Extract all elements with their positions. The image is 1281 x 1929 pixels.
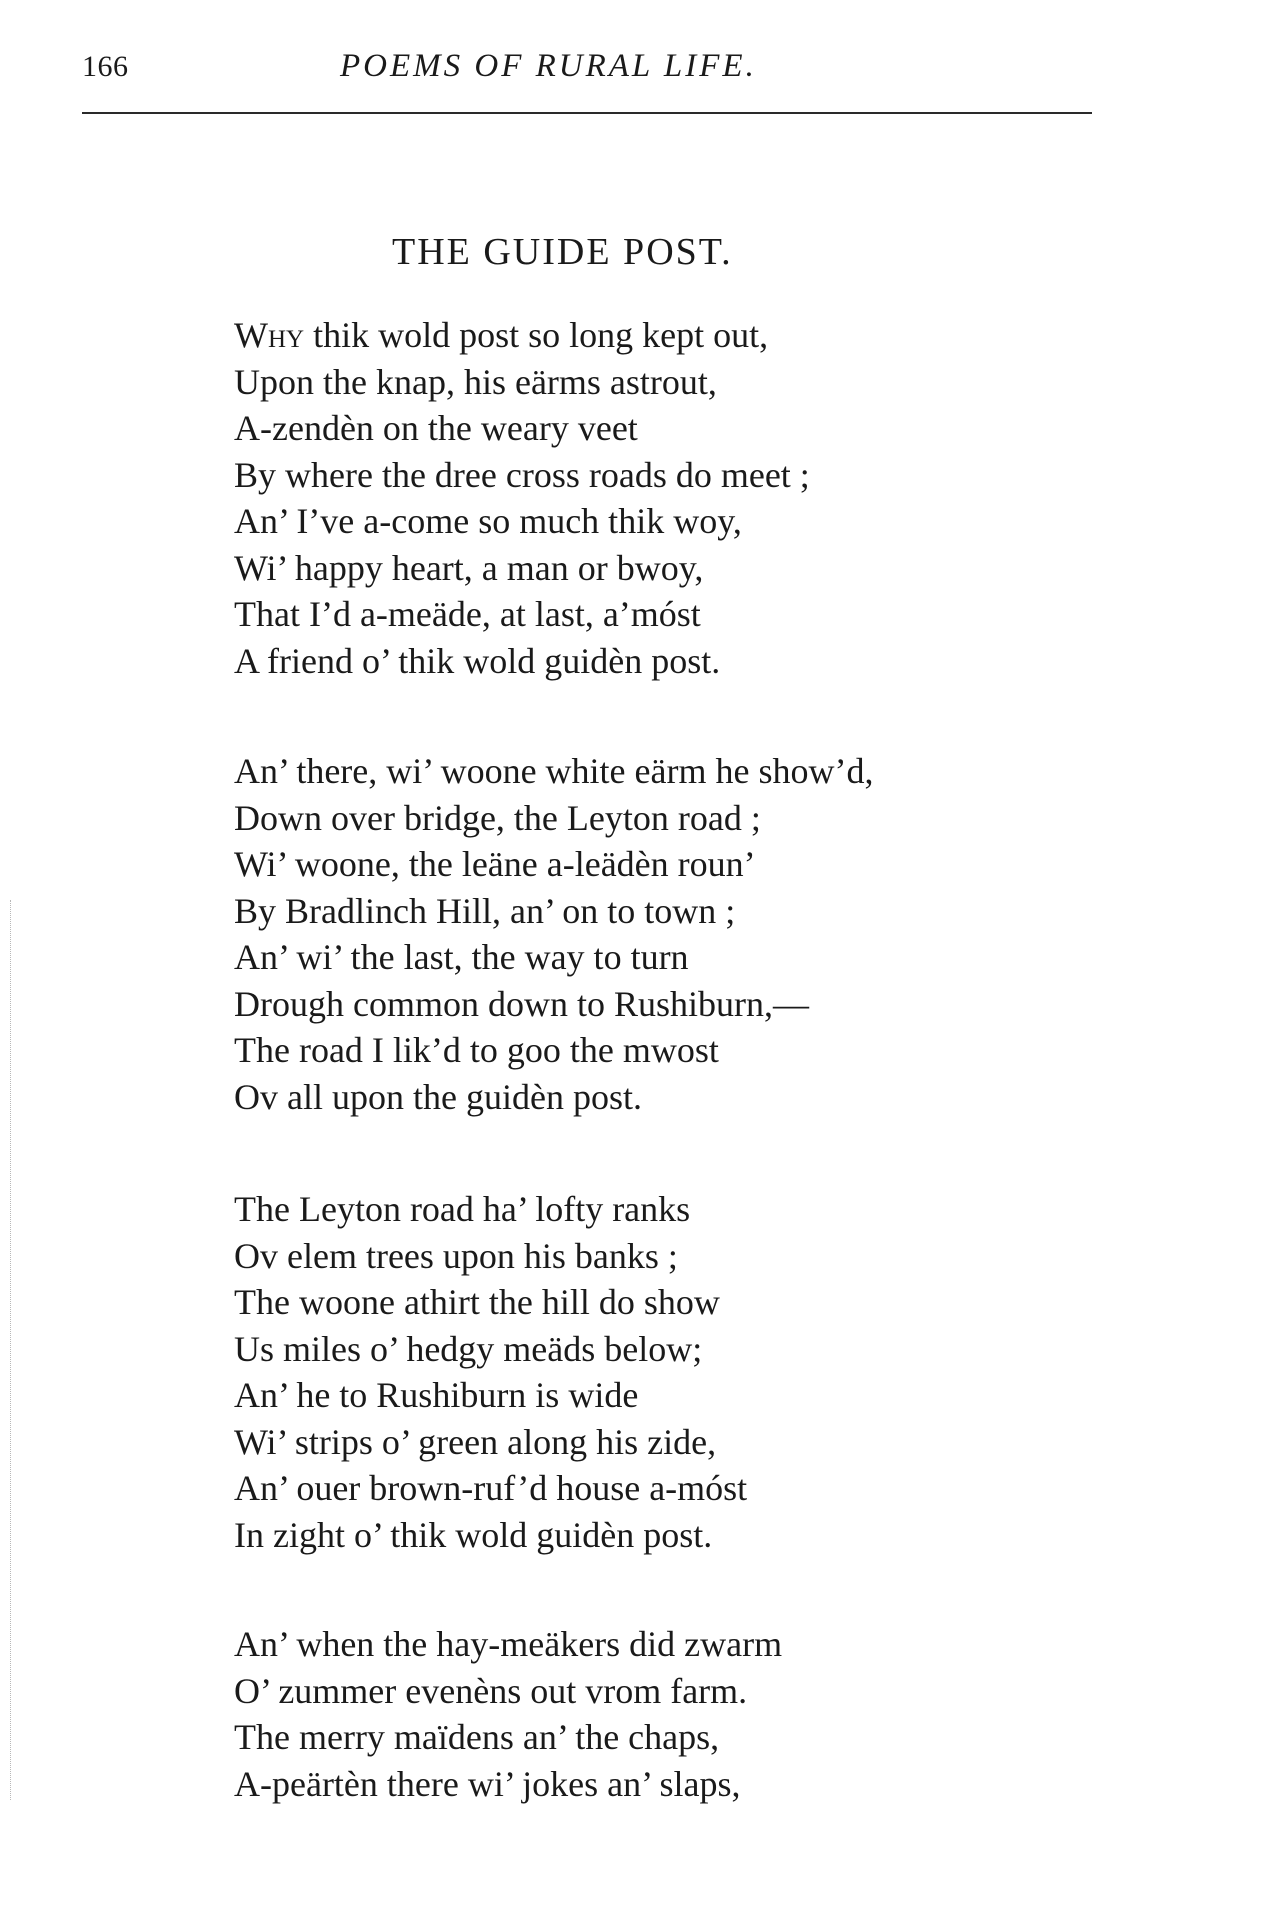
verse-line: Upon the knap, his eärms astrout,: [234, 361, 717, 402]
header-rule: [82, 112, 1092, 114]
drop-word: Why: [234, 315, 305, 355]
verse-line: In zight o’ thik wold guidèn post.: [234, 1514, 713, 1555]
verse-line: An’ there, wi’ woone white eärm he show’d,: [234, 751, 874, 791]
stanza-3: [234, 1186, 747, 1558]
verse-line: Down over bridge, the Leyton road ;: [234, 797, 761, 838]
verse-line-rest: thik wold post so long kept out,: [304, 315, 769, 355]
verse-line: Wi’ happy heart, a man or bwoy,: [234, 547, 704, 588]
verse-line: A-peärtèn there wi’ jokes an’ slaps,: [234, 1763, 741, 1804]
verse-line: By Bradlinch Hill, an’ on to town ;: [234, 890, 736, 931]
running-title: POEMS OF RURAL LIFE.: [340, 48, 757, 84]
verse-line: An’ when the hay-meäkers did zwarm: [234, 1624, 783, 1664]
verse-line: A friend o’ thik wold guidèn post.: [234, 640, 721, 681]
verse-line: Us miles o’ hedgy meäds below;: [234, 1328, 703, 1369]
verse-line: An’ I’ve a-come so much thik woy,: [234, 501, 742, 541]
stanza-2: [234, 748, 873, 1120]
gutter-dots: [10, 900, 11, 1800]
verse-line: Ov all upon the guidèn post.: [234, 1076, 642, 1117]
verse-line: Wi’ strips o’ green along his zide,: [234, 1421, 717, 1462]
verse-line: An’ wi’ the last, the way to turn: [234, 937, 689, 977]
stanza-1: [234, 312, 810, 684]
verse-line: By where the dree cross roads do meet ;: [234, 454, 810, 495]
verse-line: Drough common down to Rushiburn,—: [234, 983, 809, 1024]
verse-line: A-zendèn on the weary veet: [234, 408, 638, 448]
stanza-4: [234, 1621, 782, 1807]
verse-line: Wi’ woone, the leäne a-leädèn roun’: [234, 844, 756, 884]
verse-line: An’ ouer brown-ruf’d house a-móst: [234, 1468, 748, 1508]
verse-line: [234, 312, 810, 359]
verse-line: The Leyton road ha’ lofty ranks: [234, 1189, 691, 1229]
page-number: 166: [82, 50, 129, 83]
verse-line: That I’d a-meäde, at last, a’móst: [234, 594, 701, 634]
verse-line: The woone athirt the hill do show: [234, 1282, 720, 1322]
verse-line: O’ zummer evenèns out vrom farm.: [234, 1670, 748, 1711]
verse-line: The road I lik’d to goo the mwost: [234, 1030, 719, 1070]
verse-line: The merry maïdens an’ the chaps,: [234, 1717, 720, 1757]
poem-title: THE GUIDE POST.: [392, 231, 733, 273]
verse-line: An’ he to Rushiburn is wide: [234, 1375, 639, 1415]
verse-line: Ov elem trees upon his banks ;: [234, 1235, 678, 1276]
